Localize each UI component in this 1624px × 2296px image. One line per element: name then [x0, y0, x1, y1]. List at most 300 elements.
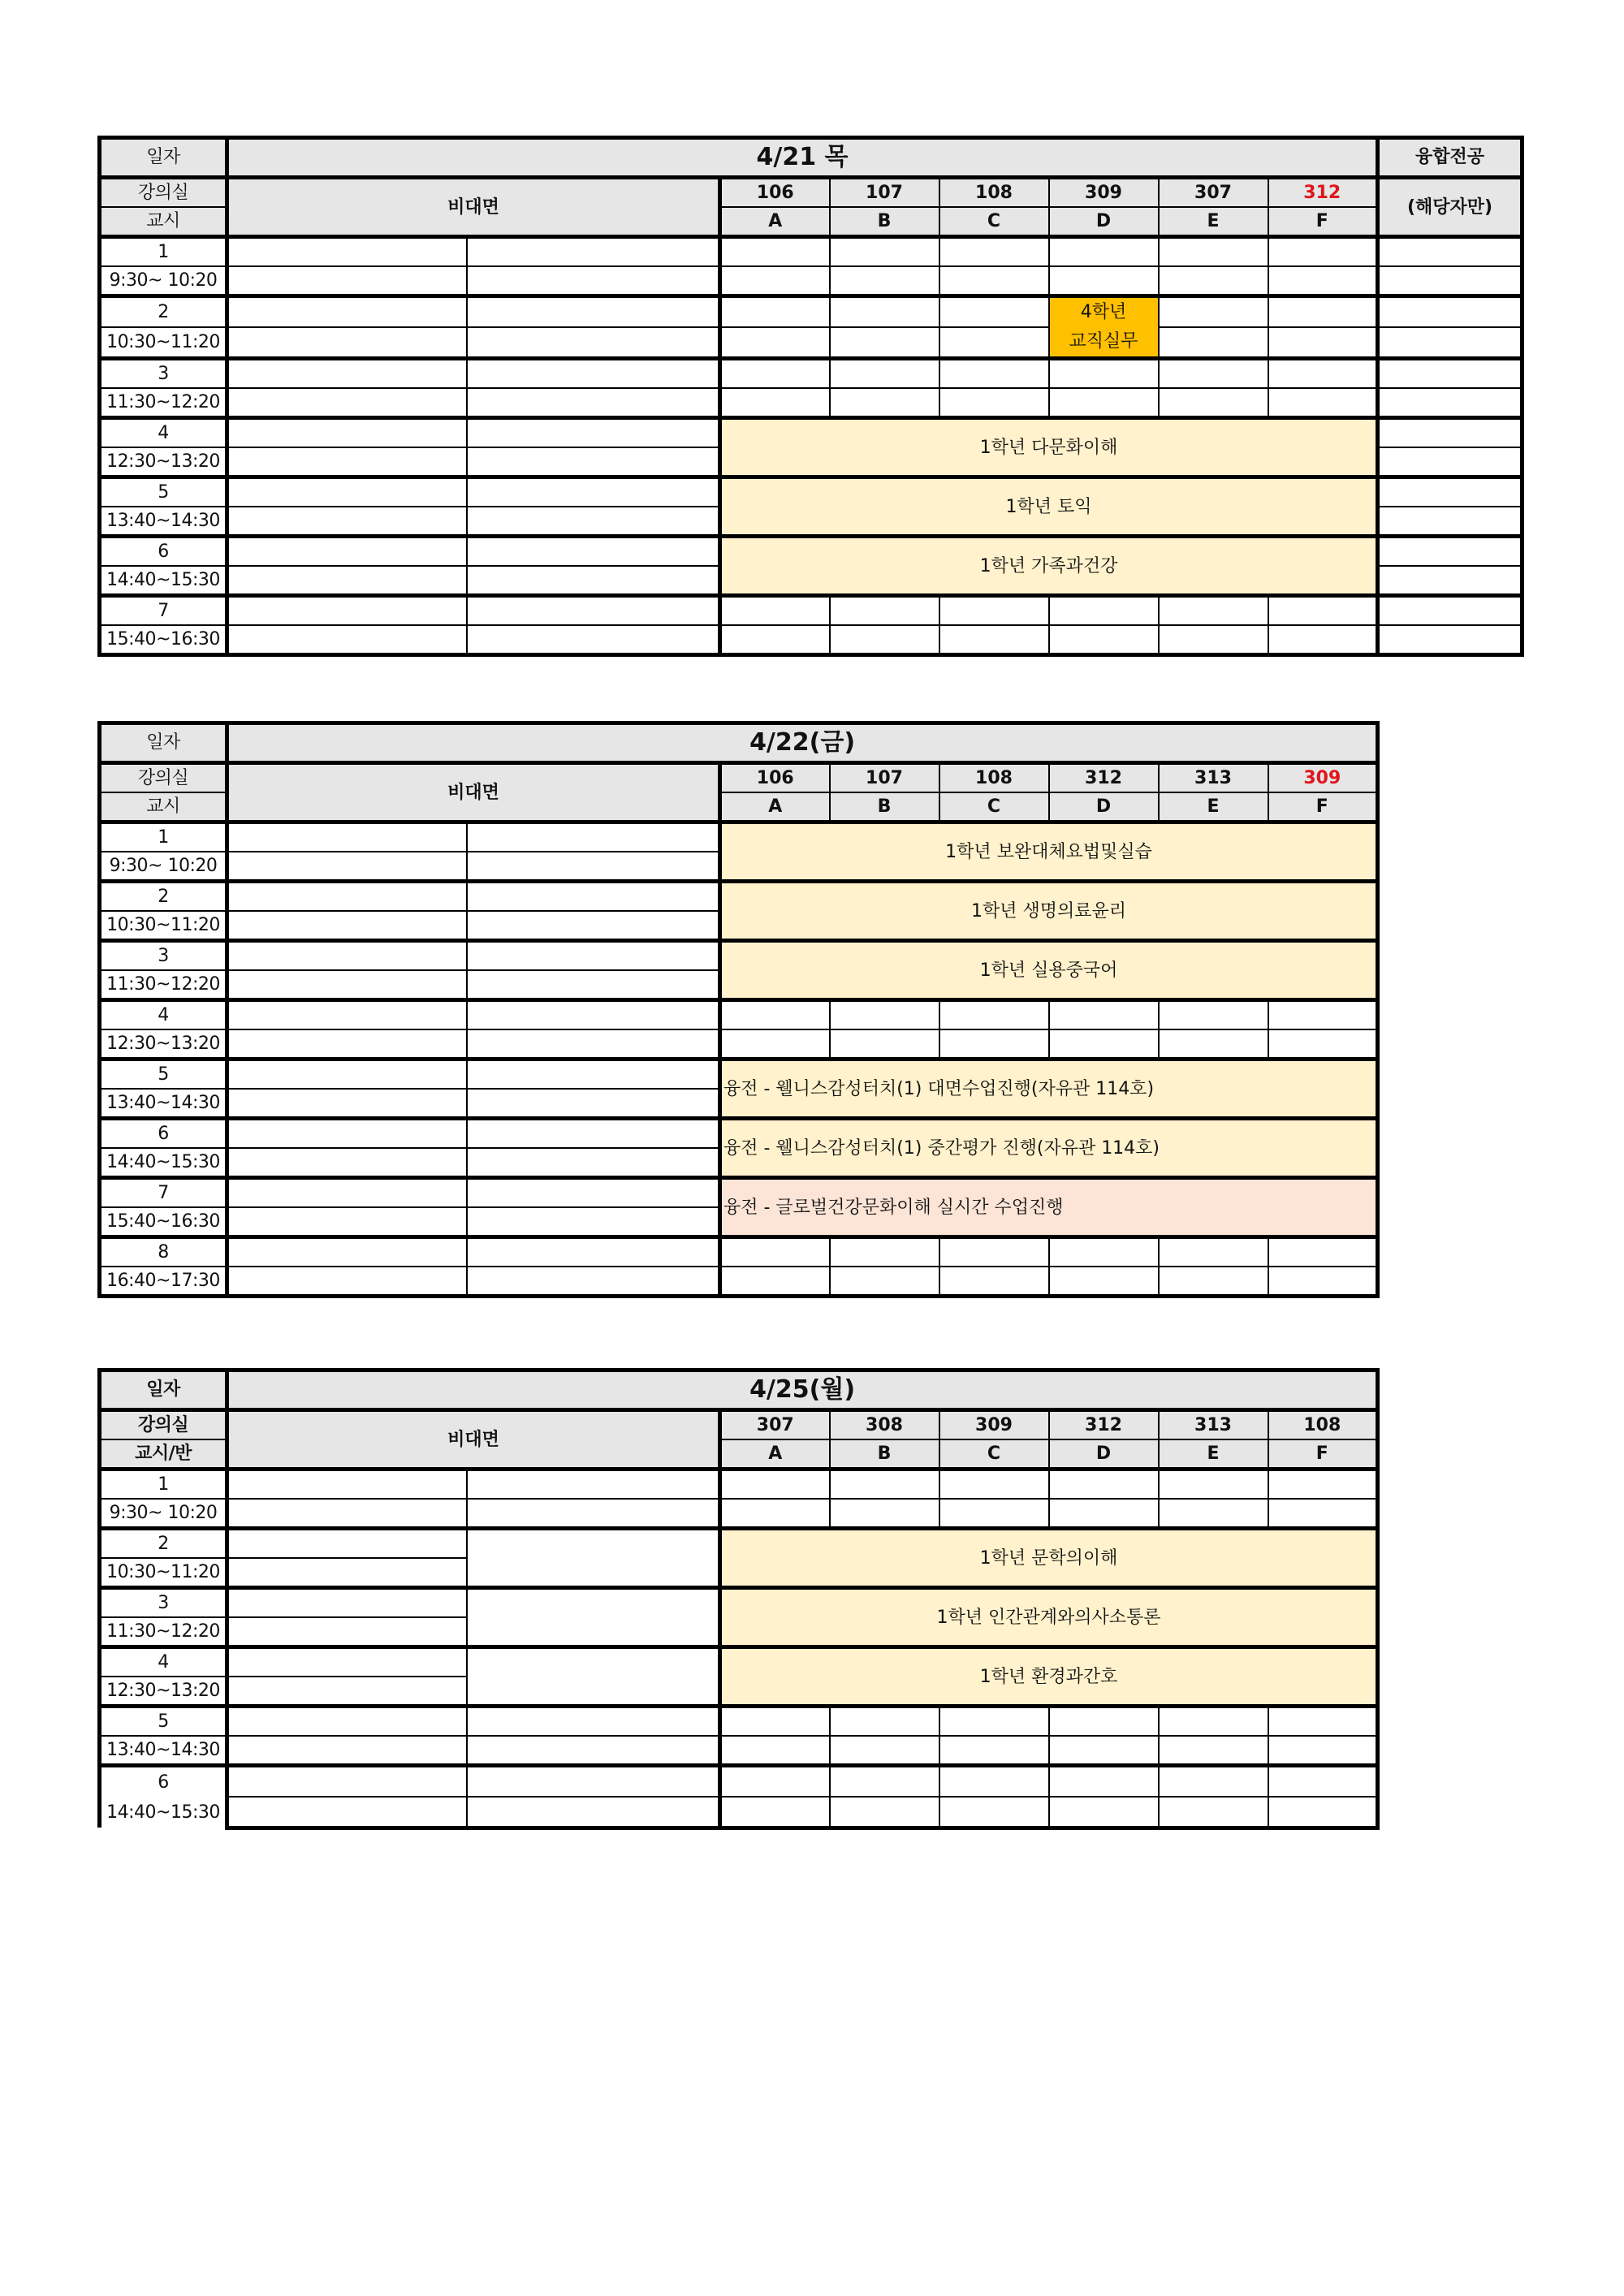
room-cell[interactable]	[720, 1237, 830, 1267]
remote-cell[interactable]	[227, 1797, 467, 1828]
room-cell[interactable]	[1049, 1736, 1159, 1766]
event-cell-literature[interactable]: 1학년 문학의이해	[720, 1529, 1378, 1588]
remote-cell[interactable]	[467, 359, 720, 389]
remote-cell[interactable]	[227, 418, 467, 448]
room-cell[interactable]	[1049, 237, 1159, 267]
class-a: A	[720, 207, 830, 237]
period-class-label: 교시/반	[100, 1439, 227, 1470]
remote-cell[interactable]	[467, 911, 720, 941]
remote-cell[interactable]	[227, 1267, 467, 1297]
period-row	[100, 237, 1522, 267]
remote-cell[interactable]	[467, 447, 720, 477]
room-cell[interactable]	[830, 1707, 939, 1737]
room-cell[interactable]	[720, 1470, 830, 1500]
room-cell[interactable]	[1159, 596, 1268, 626]
period-time: 12:30~13:20	[100, 1029, 227, 1060]
event-cell-teaching-practice[interactable]	[1049, 296, 1159, 359]
period-time: 13:40~14:30	[100, 1089, 227, 1119]
remote-cell[interactable]	[227, 1119, 467, 1149]
class-d: D	[1049, 207, 1159, 237]
remote-cell[interactable]	[467, 296, 720, 328]
period-time: 11:30~12:20	[100, 1617, 227, 1647]
convergence-cell[interactable]	[1378, 359, 1522, 389]
room-cell[interactable]	[1159, 1736, 1268, 1766]
room-cell[interactable]	[1268, 266, 1378, 296]
convergence-cell[interactable]	[1378, 566, 1522, 596]
period-number: 3	[100, 359, 227, 389]
room-cell[interactable]	[720, 359, 830, 389]
remote-cell-merged[interactable]	[467, 1588, 720, 1647]
remote-cell[interactable]	[227, 388, 467, 418]
remote-cell[interactable]	[227, 970, 467, 1000]
room-cell[interactable]	[939, 327, 1049, 359]
room-cell[interactable]	[720, 1736, 830, 1766]
remote-cell[interactable]	[467, 1766, 720, 1797]
classroom-label: 강의실	[100, 763, 227, 793]
schedule-table-0425	[97, 1368, 1380, 1830]
room-cell[interactable]	[1268, 1237, 1378, 1267]
remote-header: 비대면	[227, 1410, 720, 1470]
remote-cell[interactable]	[467, 1207, 720, 1237]
room-cell[interactable]	[939, 1707, 1049, 1737]
room-c: 309	[939, 1410, 1049, 1440]
class-e: E	[1159, 792, 1268, 822]
remote-cell[interactable]	[467, 1267, 720, 1297]
room-cell[interactable]	[1159, 1267, 1268, 1297]
room-cell[interactable]	[939, 296, 1049, 328]
class-f: F	[1268, 1439, 1378, 1470]
remote-cell[interactable]	[467, 1237, 720, 1267]
period-number: 3	[100, 941, 227, 971]
period-time: 10:30~11:20	[100, 327, 227, 359]
room-cell[interactable]	[939, 1000, 1049, 1030]
period-number: 7	[100, 596, 227, 626]
room-cell[interactable]	[1049, 1470, 1159, 1500]
remote-cell[interactable]	[227, 1060, 467, 1090]
room-cell[interactable]	[1049, 1000, 1159, 1030]
date-label: 일자	[100, 723, 227, 763]
room-cell[interactable]	[720, 1707, 830, 1737]
room-cell[interactable]	[1159, 359, 1268, 389]
date-title: 4/22(금)	[227, 723, 1378, 763]
convergence-cell[interactable]	[1378, 237, 1522, 267]
remote-cell[interactable]	[227, 477, 467, 507]
room-cell[interactable]	[830, 359, 939, 389]
period-number: 4	[100, 1647, 227, 1677]
event-cell-toeic[interactable]: 1학년 토익	[720, 477, 1378, 537]
period-time: 15:40~16:30	[100, 1207, 227, 1237]
remote-cell[interactable]	[227, 1707, 467, 1737]
room-b: 107	[830, 763, 939, 793]
remote-cell[interactable]	[467, 477, 720, 507]
room-cell[interactable]	[1268, 388, 1378, 418]
convergence-cell[interactable]	[1378, 266, 1522, 296]
room-cell[interactable]	[720, 625, 830, 655]
period-time: 11:30~12:20	[100, 388, 227, 418]
remote-cell[interactable]	[467, 941, 720, 971]
room-b: 308	[830, 1410, 939, 1440]
room-a: 106	[720, 763, 830, 793]
room-cell[interactable]	[1159, 388, 1268, 418]
room-cell[interactable]	[1049, 1797, 1159, 1828]
classroom-label: 강의실	[100, 178, 227, 208]
period-number: 3	[100, 1588, 227, 1618]
period-time: 9:30~ 10:20	[100, 266, 227, 296]
room-cell[interactable]	[1049, 388, 1159, 418]
class-b: B	[830, 1439, 939, 1470]
room-cell[interactable]	[1268, 1766, 1378, 1797]
event-cell-environmental-nursing[interactable]: 1학년 환경과간호	[720, 1647, 1378, 1707]
remote-cell[interactable]	[227, 852, 467, 882]
remote-cell[interactable]	[227, 1029, 467, 1060]
event-cell-complementary-therapy[interactable]: 1학년 보완대체요법및실습	[720, 822, 1378, 882]
remote-cell-merged[interactable]	[467, 1529, 720, 1588]
room-d: 312	[1049, 763, 1159, 793]
room-cell[interactable]	[1049, 1029, 1159, 1060]
room-cell[interactable]	[720, 1267, 830, 1297]
period-number: 1	[100, 1470, 227, 1500]
room-cell[interactable]	[830, 1797, 939, 1828]
room-cell[interactable]	[1268, 1000, 1378, 1030]
remote-cell[interactable]	[227, 537, 467, 567]
remote-cell[interactable]	[227, 566, 467, 596]
room-cell[interactable]	[939, 1029, 1049, 1060]
remote-cell[interactable]	[467, 596, 720, 626]
room-cell[interactable]	[939, 1237, 1049, 1267]
remote-cell-merged[interactable]	[467, 1647, 720, 1707]
class-e: E	[1159, 1439, 1268, 1470]
remote-cell[interactable]	[227, 822, 467, 852]
convergence-cell[interactable]	[1378, 418, 1522, 448]
remote-cell[interactable]	[227, 596, 467, 626]
room-cell[interactable]	[830, 1470, 939, 1500]
period-time: 12:30~13:20	[100, 447, 227, 477]
event-cell-wellness-touch-midterm[interactable]: 융전 - 웰니스감성터치(1) 중간평가 진행(자유관 114호)	[720, 1119, 1378, 1178]
period-number: 1	[100, 237, 227, 267]
room-cell[interactable]	[1159, 327, 1268, 359]
remote-cell[interactable]	[467, 822, 720, 852]
room-cell[interactable]	[1268, 359, 1378, 389]
room-cell[interactable]	[1268, 1499, 1378, 1529]
remote-cell[interactable]	[467, 1178, 720, 1208]
remote-cell[interactable]	[467, 266, 720, 296]
convergence-cell[interactable]	[1378, 625, 1522, 655]
period-number: 8	[100, 1237, 227, 1267]
room-cell[interactable]	[720, 266, 830, 296]
room-cell[interactable]	[1049, 266, 1159, 296]
remote-cell[interactable]	[227, 1588, 467, 1618]
room-cell[interactable]	[939, 266, 1049, 296]
period-number: 1	[100, 822, 227, 852]
room-e: 313	[1159, 763, 1268, 793]
remote-cell[interactable]	[467, 237, 720, 267]
remote-cell[interactable]	[227, 1736, 467, 1766]
period-time: 16:40~17:30	[100, 1267, 227, 1297]
period-number: 5	[100, 1060, 227, 1090]
room-a: 307	[720, 1410, 830, 1440]
remote-header: 비대면	[227, 178, 720, 237]
period-number: 2	[100, 882, 227, 912]
room-cell[interactable]	[830, 237, 939, 267]
remote-cell[interactable]	[227, 1499, 467, 1529]
remote-cell[interactable]	[467, 388, 720, 418]
room-cell[interactable]	[830, 1000, 939, 1030]
room-cell[interactable]	[720, 1766, 830, 1797]
period-time: 13:40~14:30	[100, 507, 227, 537]
room-cell[interactable]	[830, 1029, 939, 1060]
room-cell[interactable]	[1159, 1237, 1268, 1267]
room-cell[interactable]	[1049, 359, 1159, 389]
remote-cell[interactable]	[467, 1119, 720, 1149]
room-cell[interactable]	[1268, 1029, 1378, 1060]
room-e: 313	[1159, 1410, 1268, 1440]
room-cell[interactable]	[720, 388, 830, 418]
room-cell[interactable]	[1268, 1797, 1378, 1828]
convergence-cell[interactable]	[1378, 296, 1522, 328]
event-line-1: 4학년	[1080, 302, 1127, 322]
room-cell[interactable]	[1268, 237, 1378, 267]
event-cell-global-health-culture[interactable]: 융전 - 글로벌건강문화이해 실시간 수업진행	[720, 1178, 1378, 1237]
remote-cell[interactable]	[227, 1089, 467, 1119]
schedule-table-0421	[97, 136, 1524, 657]
remote-cell[interactable]	[467, 970, 720, 1000]
room-cell[interactable]	[830, 1736, 939, 1766]
room-cell[interactable]	[720, 1029, 830, 1060]
period-number: 4	[100, 1000, 227, 1030]
remote-header: 비대면	[227, 763, 720, 822]
room-cell[interactable]	[1159, 266, 1268, 296]
event-cell-family-health[interactable]: 1학년 가족과건강	[720, 537, 1378, 596]
room-cell[interactable]	[1159, 296, 1268, 328]
date-label: 일자	[100, 1370, 227, 1410]
convergence-cell[interactable]	[1378, 388, 1522, 418]
period-time: 14:40~15:30	[100, 1148, 227, 1178]
convergence-major-subtitle: (해당자만)	[1378, 178, 1522, 237]
room-cell[interactable]	[1049, 1707, 1159, 1737]
remote-cell[interactable]	[227, 237, 467, 267]
convergence-cell[interactable]	[1378, 537, 1522, 567]
room-cell[interactable]	[939, 1766, 1049, 1797]
room-cell[interactable]	[1159, 625, 1268, 655]
event-line-2: 교직실무	[1069, 331, 1138, 352]
room-cell[interactable]	[939, 1797, 1049, 1828]
period-number: 2	[100, 1529, 227, 1559]
remote-cell[interactable]	[227, 941, 467, 971]
remote-cell[interactable]	[467, 625, 720, 655]
room-cell[interactable]	[1049, 625, 1159, 655]
remote-cell[interactable]	[467, 1148, 720, 1178]
room-cell[interactable]	[1159, 1029, 1268, 1060]
room-cell[interactable]	[939, 1267, 1049, 1297]
convergence-cell[interactable]	[1378, 507, 1522, 537]
remote-cell[interactable]	[227, 1148, 467, 1178]
class-a: A	[720, 1439, 830, 1470]
room-cell[interactable]	[1159, 1499, 1268, 1529]
event-cell-practical-chinese[interactable]: 1학년 실용중국어	[720, 941, 1378, 1000]
remote-cell[interactable]	[227, 1766, 467, 1797]
event-cell-multicultural[interactable]: 1학년 다문화이해	[720, 418, 1378, 477]
remote-cell[interactable]	[227, 1207, 467, 1237]
period-label: 교시	[100, 207, 227, 237]
room-cell[interactable]	[1159, 1470, 1268, 1500]
classroom-label: 강의실	[100, 1410, 227, 1440]
remote-cell[interactable]	[227, 296, 467, 328]
room-cell[interactable]	[1268, 296, 1378, 328]
period-time: 9:30~ 10:20	[100, 852, 227, 882]
date-title: 4/25(월)	[227, 1370, 1378, 1410]
convergence-cell[interactable]	[1378, 447, 1522, 477]
convergence-cell[interactable]	[1378, 327, 1522, 359]
remote-cell[interactable]	[467, 1000, 720, 1030]
class-d: D	[1049, 1439, 1159, 1470]
room-cell[interactable]	[830, 1499, 939, 1529]
remote-cell[interactable]	[227, 327, 467, 359]
room-cell[interactable]	[830, 1766, 939, 1797]
remote-cell[interactable]	[227, 1178, 467, 1208]
room-cell[interactable]	[1268, 625, 1378, 655]
event-cell-bioethics[interactable]: 1학년 생명의료윤리	[720, 882, 1378, 941]
remote-cell[interactable]	[467, 1736, 720, 1766]
room-cell[interactable]	[1159, 1797, 1268, 1828]
event-cell-wellness-touch-class[interactable]: 융전 - 웰니스감성터치(1) 대면수업진행(자유관 114호)	[720, 1060, 1378, 1119]
room-c: 108	[939, 763, 1049, 793]
room-cell[interactable]	[939, 237, 1049, 267]
period-number: 6	[100, 537, 227, 567]
remote-cell[interactable]	[227, 507, 467, 537]
room-cell[interactable]	[720, 327, 830, 359]
room-cell[interactable]	[830, 388, 939, 418]
remote-cell[interactable]	[227, 447, 467, 477]
convergence-major-title: 융합전공	[1378, 138, 1522, 178]
room-cell[interactable]	[830, 596, 939, 626]
remote-cell[interactable]	[467, 1060, 720, 1090]
room-cell[interactable]	[720, 237, 830, 267]
event-cell-communication[interactable]: 1학년 인간관계와의사소통론	[720, 1588, 1378, 1647]
room-cell[interactable]	[939, 625, 1049, 655]
room-cell[interactable]	[1268, 596, 1378, 626]
remote-cell[interactable]	[227, 359, 467, 389]
remote-cell[interactable]	[227, 1000, 467, 1030]
remote-cell[interactable]	[227, 911, 467, 941]
room-cell[interactable]	[939, 1470, 1049, 1500]
period-number: 2	[100, 296, 227, 328]
period-number: 5	[100, 1707, 227, 1737]
room-cell[interactable]	[939, 596, 1049, 626]
remote-cell[interactable]	[467, 327, 720, 359]
remote-cell[interactable]	[227, 1677, 467, 1707]
remote-cell[interactable]	[467, 1707, 720, 1737]
remote-cell[interactable]	[467, 1089, 720, 1119]
remote-cell[interactable]	[467, 1029, 720, 1060]
period-label: 교시	[100, 792, 227, 822]
room-cell[interactable]	[1268, 327, 1378, 359]
room-cell[interactable]	[939, 1499, 1049, 1529]
room-f: 108	[1268, 1410, 1378, 1440]
room-cell[interactable]	[939, 388, 1049, 418]
remote-cell[interactable]	[467, 537, 720, 567]
remote-cell[interactable]	[227, 1558, 467, 1588]
remote-cell[interactable]	[467, 1499, 720, 1529]
room-c: 108	[939, 178, 1049, 208]
room-cell[interactable]	[1049, 1766, 1159, 1797]
schedule-table-0422	[97, 721, 1380, 1298]
room-cell[interactable]	[830, 327, 939, 359]
room-cell[interactable]	[830, 1267, 939, 1297]
room-cell[interactable]	[1159, 1000, 1268, 1030]
remote-cell[interactable]	[467, 418, 720, 448]
room-cell[interactable]	[720, 1797, 830, 1828]
convergence-cell[interactable]	[1378, 596, 1522, 626]
remote-cell[interactable]	[227, 1470, 467, 1500]
room-cell[interactable]	[1268, 1736, 1378, 1766]
remote-cell[interactable]	[227, 266, 467, 296]
remote-cell[interactable]	[467, 882, 720, 912]
class-c: C	[939, 1439, 1049, 1470]
room-cell[interactable]	[1268, 1267, 1378, 1297]
room-cell[interactable]	[830, 625, 939, 655]
room-cell[interactable]	[720, 596, 830, 626]
room-cell[interactable]	[939, 359, 1049, 389]
remote-cell[interactable]	[227, 625, 467, 655]
period-time: 10:30~11:20	[100, 911, 227, 941]
room-f-highlighted: 312	[1268, 178, 1378, 208]
room-cell[interactable]	[1268, 1470, 1378, 1500]
room-cell[interactable]	[1159, 1707, 1268, 1737]
room-cell[interactable]	[939, 1736, 1049, 1766]
room-cell[interactable]	[720, 1499, 830, 1529]
class-d: D	[1049, 792, 1159, 822]
class-c: C	[939, 792, 1049, 822]
period-time: 11:30~12:20	[100, 970, 227, 1000]
room-cell[interactable]	[830, 266, 939, 296]
remote-cell[interactable]	[227, 1647, 467, 1677]
room-cell[interactable]	[1049, 596, 1159, 626]
date-title: 4/21 목	[227, 138, 1378, 178]
room-cell[interactable]	[1049, 1267, 1159, 1297]
period-number: 4	[100, 418, 227, 448]
remote-cell[interactable]	[227, 1237, 467, 1267]
period-time: 14:40~15:30	[100, 566, 227, 596]
period-time: 9:30~ 10:20	[100, 1499, 227, 1529]
room-cell[interactable]	[1049, 1237, 1159, 1267]
room-cell[interactable]	[1268, 1707, 1378, 1737]
room-cell[interactable]	[830, 1237, 939, 1267]
remote-cell[interactable]	[467, 566, 720, 596]
remote-cell[interactable]	[227, 1529, 467, 1559]
room-cell[interactable]	[720, 1000, 830, 1030]
convergence-cell[interactable]	[1378, 477, 1522, 507]
room-cell[interactable]	[1159, 1766, 1268, 1797]
room-cell[interactable]	[1159, 237, 1268, 267]
remote-cell[interactable]	[467, 1470, 720, 1500]
class-a: A	[720, 792, 830, 822]
period-number: 5	[100, 477, 227, 507]
class-f: F	[1268, 207, 1378, 237]
room-a: 106	[720, 178, 830, 208]
remote-cell[interactable]	[467, 852, 720, 882]
remote-cell[interactable]	[467, 507, 720, 537]
room-cell[interactable]	[830, 296, 939, 328]
remote-cell[interactable]	[227, 1617, 467, 1647]
date-label: 일자	[100, 138, 227, 178]
class-b: B	[830, 207, 939, 237]
class-e: E	[1159, 207, 1268, 237]
room-cell[interactable]	[1049, 1499, 1159, 1529]
remote-cell[interactable]	[467, 1797, 720, 1828]
room-cell[interactable]	[720, 296, 830, 328]
class-f: F	[1268, 792, 1378, 822]
remote-cell[interactable]	[227, 882, 467, 912]
